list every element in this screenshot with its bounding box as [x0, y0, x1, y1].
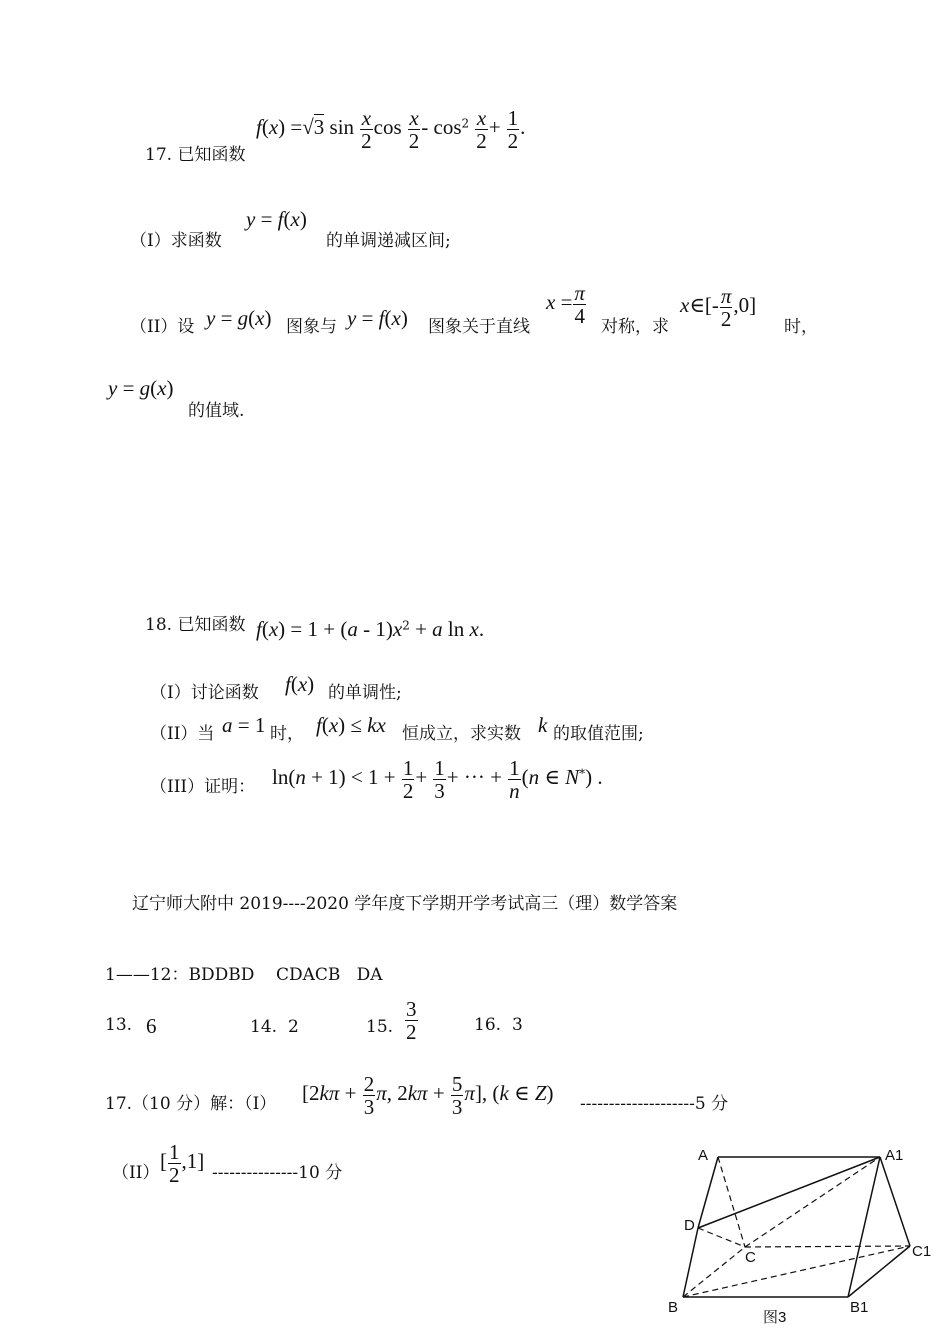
- vertex-a: A: [698, 1147, 709, 1164]
- q17-intro: 17. 已知函数: [145, 145, 246, 165]
- q17-part2-g: y = g(x): [206, 306, 272, 330]
- answer-17b-interval: [ $\frac{1}{2}$ ,1]: [160, 1140, 205, 1188]
- answer-15-label: 15.: [366, 1017, 394, 1037]
- answer-13-label: 13.: [105, 1015, 133, 1035]
- edge-c-c1-hidden: [745, 1246, 910, 1247]
- vertex-d: D: [684, 1217, 695, 1234]
- answer-17-interval: [2kπ + $\frac{2}{3}$ π, 2kπ + $\frac{5}{3}$ π], (k ∈ Z): [302, 1072, 554, 1120]
- edge-a-c-hidden: [718, 1157, 745, 1247]
- q17-part2-label: （II）设: [130, 317, 195, 337]
- q17-part2-end: 的值域.: [188, 401, 245, 421]
- q17-part2-g2: y = g(x): [108, 376, 174, 400]
- vertex-b: B: [668, 1299, 679, 1316]
- q17-interval: x∈[- $\frac{\pi}{2}$ ,0]: [680, 284, 757, 332]
- q18-part2-label: （II）当: [150, 724, 215, 744]
- q18-part1: （Ⅰ）讨论函数: [150, 683, 259, 703]
- edge-d-b: [683, 1228, 698, 1297]
- q18-part1-tail: 的单调性;: [328, 683, 402, 703]
- answer-15-fraction: [404, 998, 419, 1043]
- edge-a-d: [698, 1157, 718, 1228]
- answer-17b-dashes: ---------------10 分: [212, 1163, 343, 1183]
- vertex-a1: A1: [885, 1147, 904, 1164]
- answer-16-label: 16.: [474, 1015, 502, 1035]
- answers-title: 辽宁师大附中 2019----2020 学年度下学期开学考试高三（理）数学答案: [132, 894, 678, 914]
- figure-caption: 图3: [763, 1309, 787, 1326]
- q18-part2-mid2: 恒成立，求实数: [402, 724, 521, 744]
- q17-line-formula: x = $\frac{\pi}{4}$: [546, 281, 585, 329]
- q17-part2-mid3: 对称，求: [601, 317, 669, 337]
- q17-part1-tail: 的单调递减区间;: [326, 231, 451, 251]
- answer-15-den: 2: [406, 1020, 417, 1045]
- edge-b1-a1: [848, 1157, 880, 1297]
- q17-part2-tail: 时，: [784, 317, 818, 337]
- q18-part2-a: a = 1: [222, 713, 266, 737]
- q17-part2-mid2: 图象关于直线: [428, 317, 530, 337]
- q17-part1-label: （Ⅰ）求函数: [130, 231, 222, 251]
- vertex-c1: C1: [912, 1243, 932, 1260]
- answer-17-label: 17.（10 分）解：（I）: [105, 1094, 277, 1114]
- q18-part2-k: k: [538, 713, 548, 737]
- q17-part2-mid1: 图象与: [286, 317, 337, 337]
- answer-17b-label: （II）: [112, 1163, 160, 1183]
- answer-15-num: 3: [406, 997, 417, 1021]
- edge-b-c1-hidden: [683, 1246, 910, 1297]
- edge-a1-c1: [880, 1157, 910, 1246]
- answer-14-value: 2: [288, 1017, 299, 1037]
- q17-part1-formula: y = f(x): [246, 207, 307, 231]
- q17-part2-f: y = f(x): [347, 306, 408, 330]
- vertex-c: C: [745, 1249, 756, 1266]
- answer-13-value: 6: [146, 1014, 157, 1038]
- answer-17-dashes: --------------------5 分: [580, 1094, 729, 1114]
- q18-part3-label: （III）证明：: [150, 777, 256, 797]
- q18-part2-mid1: 时，: [270, 724, 304, 744]
- q17-formula: f(x) =√3 sin $\frac{x}{2}$ cos $\frac{x}{2}$ - $\cos^2$ $\frac{x}{2}$ + $\frac{1}{2}$ .: [256, 106, 526, 154]
- answer-16-value: 3: [512, 1015, 523, 1035]
- edge-d-c-hidden: [698, 1228, 745, 1247]
- q18-formula: $f(x) = 1 + (a - 1)x^2 + a$ ln x.: [256, 617, 485, 641]
- answer-14-label: 14.: [250, 1017, 278, 1037]
- q18-intro: 18. 已知函数: [145, 615, 246, 635]
- answers-mc: 1——12：BDDBD CDACB DA: [105, 965, 383, 985]
- vertex-b1: B1: [850, 1299, 869, 1316]
- q18-part3-formula: ln(n + 1) < 1 + $\frac{1}{2}$ + $\frac{1}{3}$ + ··· + $\frac{1}{n}$ (n ∈ N*) .: [272, 756, 603, 804]
- prism-figure: [660, 1140, 945, 1335]
- q18-part2-tail: 的取值范围;: [553, 724, 644, 744]
- q18-part1-formula: f(x): [285, 672, 315, 696]
- q18-part2-ineq: f(x) ≤ kx: [316, 713, 386, 737]
